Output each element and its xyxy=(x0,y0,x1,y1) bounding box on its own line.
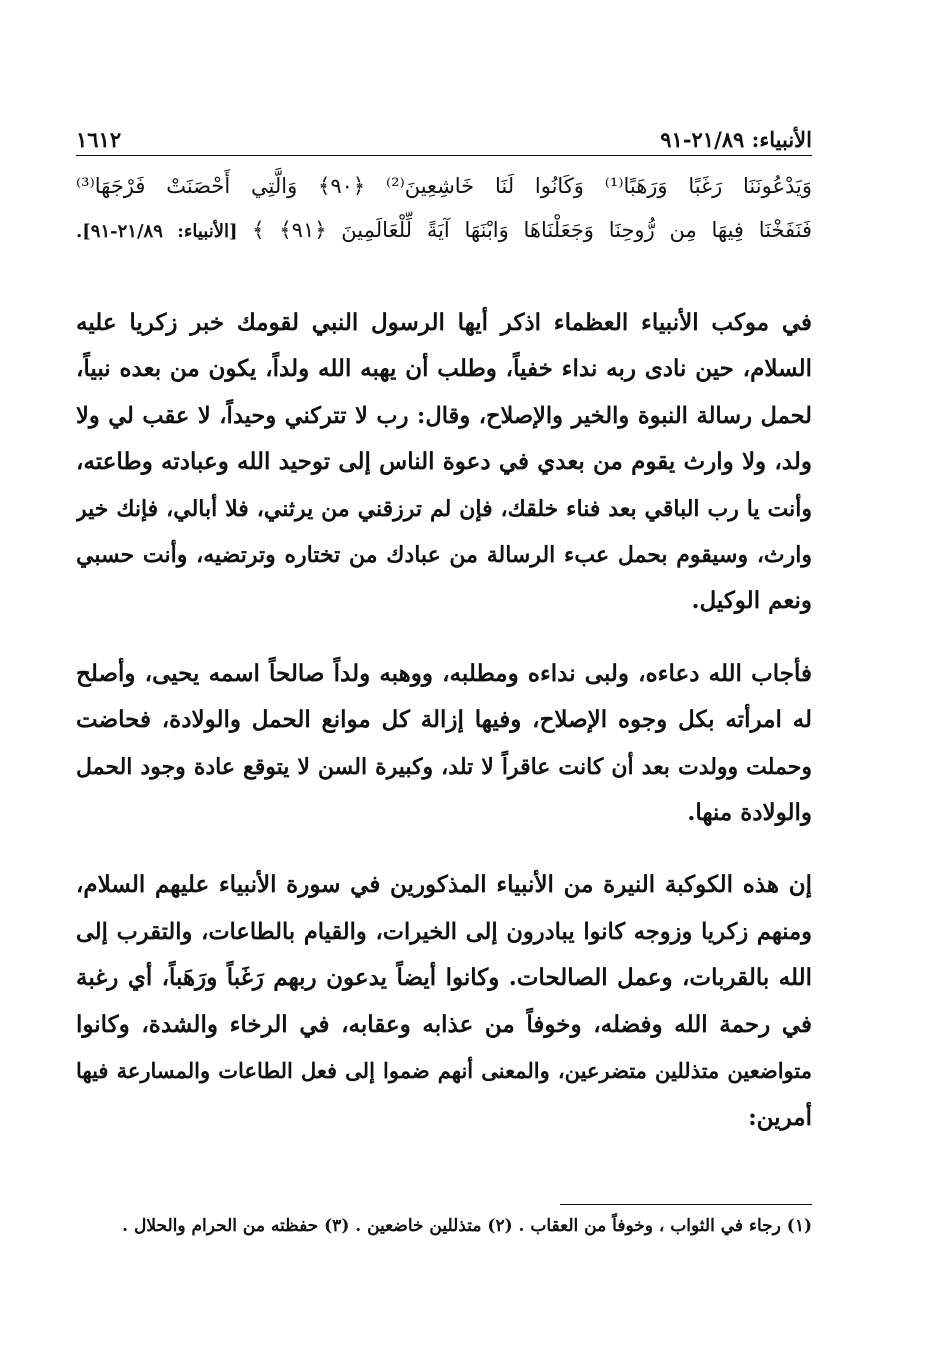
paragraph-line: وأنت يا رب الباقي بعد فناء خلقك، فإن لم ترزقني من يرثني، فلا أبالي، فإنك خير xyxy=(76,495,812,522)
verse-line-2-text: فَنَفَخْنَا فِيهَا مِن رُّوحِنَا وَجَعَلْنَاهَا وَابْنَهَا آيَةً لِّلْعَالَمِينَ ﴿٩١﴾ ﴾ xyxy=(252,218,812,242)
header-divider xyxy=(76,155,812,156)
verse-reference: [الأنبياء: ٢١/٨٩-٩١]. xyxy=(76,221,238,242)
paragraph-line: الله بالقربات، وعمل الصالحات. وكانوا أيضاً يدعون ربهم رَغَباً ورَهَباً، أي رغبة xyxy=(76,964,812,992)
paragraph-line: وارث، وسيقوم بحمل عبء الرسالة من عبادك من تختاره وترتضيه، وأنت حسبي xyxy=(76,542,812,569)
paragraph-1 xyxy=(76,300,812,625)
paragraph-line: فأجاب الله دعاءه، ولبى نداءه ومطلبه، ووهبه ولداً صالحاً اسمه يحيى، وأصلح xyxy=(76,659,812,687)
paragraph-line: في موكب الأنبياء العظماء اذكر أيها الرسول النبي لقومك خبر زكريا عليه xyxy=(76,309,812,336)
commentary-body xyxy=(76,300,812,1167)
paragraph-line: ونعم الوكيل. xyxy=(691,587,812,615)
paragraph-line: والولادة منها. xyxy=(687,799,812,827)
verse-line-1: وَيَدْعُونَنَا رَغَبًا وَرَهَبًا⁽¹⁾ وَكَانُوا لَنَا خَاشِعِينَ⁽²⁾ ﴿٩٠﴾ وَالَّتِي أَحْصَنَتْ فَرْجَهَا⁽³⁾ xyxy=(76,174,812,198)
paragraph-line: ولد، ولا وارث يقوم من بعدي في دعوة الناس إلى توحيد الله وعبادته وطاعته، xyxy=(76,448,812,476)
verse-line-2 xyxy=(76,208,812,254)
quran-verse xyxy=(76,164,812,254)
paragraph-line: السلام، حين نادى ربه نداء خفياً، وطلب أن يهبه الله ولداً، يكون من بعده نبياً، xyxy=(76,355,812,383)
page-header xyxy=(76,118,812,152)
paragraph-line: إن هذه الكوكبة النيرة من الأنبياء المذكورين في سورة الأنبياء عليهم السلام، xyxy=(76,871,812,899)
paragraph-line: وحملت وولدت بعد أن كانت عاقراً لا تلد، وكبيرة السن لا يتوقع عادة وجود الحمل xyxy=(76,753,812,780)
paragraph-line: أمرين: xyxy=(748,1103,812,1131)
running-title: الأنبياء: ٢١/٨٩-٩١ xyxy=(660,127,812,152)
paragraph-line: لحمل رسالة النبوة والخير والإصلاح، وقال: رب لا تتركني وحيداً، لا عقب لي ولا xyxy=(76,402,812,429)
paragraph-line: له امرأته بكل وجوه الإصلاح، وفيها إزالة كل موانع الحمل والولادة، فحاضت xyxy=(76,706,812,734)
page-number: ١٦١٢ xyxy=(76,127,122,152)
paragraph-3 xyxy=(76,862,812,1140)
paragraph-line: ومنهم زكريا وزوجه كانوا يبادرون إلى الخيرات، والقيام بالطاعات، والتقرب إلى xyxy=(76,918,812,945)
paragraph-2 xyxy=(76,651,812,837)
paragraph-line: في رحمة الله وفضله، وخوفاً من عذابه وعقابه، في الرخاء والشدة، وكانوا xyxy=(76,1010,812,1038)
footnote-divider xyxy=(560,1204,812,1205)
footnotes: (١) رجاء في الثواب ، وخوفاً من العقاب . (٢) متذللين خاضعين . (٣) حفظته من الحرام والحلال . xyxy=(122,1216,812,1236)
paragraph-line: متواضعين متذللين متضرعين، والمعنى أنهم ضموا إلى فعل الطاعات والمسارعة فيها xyxy=(76,1058,812,1084)
